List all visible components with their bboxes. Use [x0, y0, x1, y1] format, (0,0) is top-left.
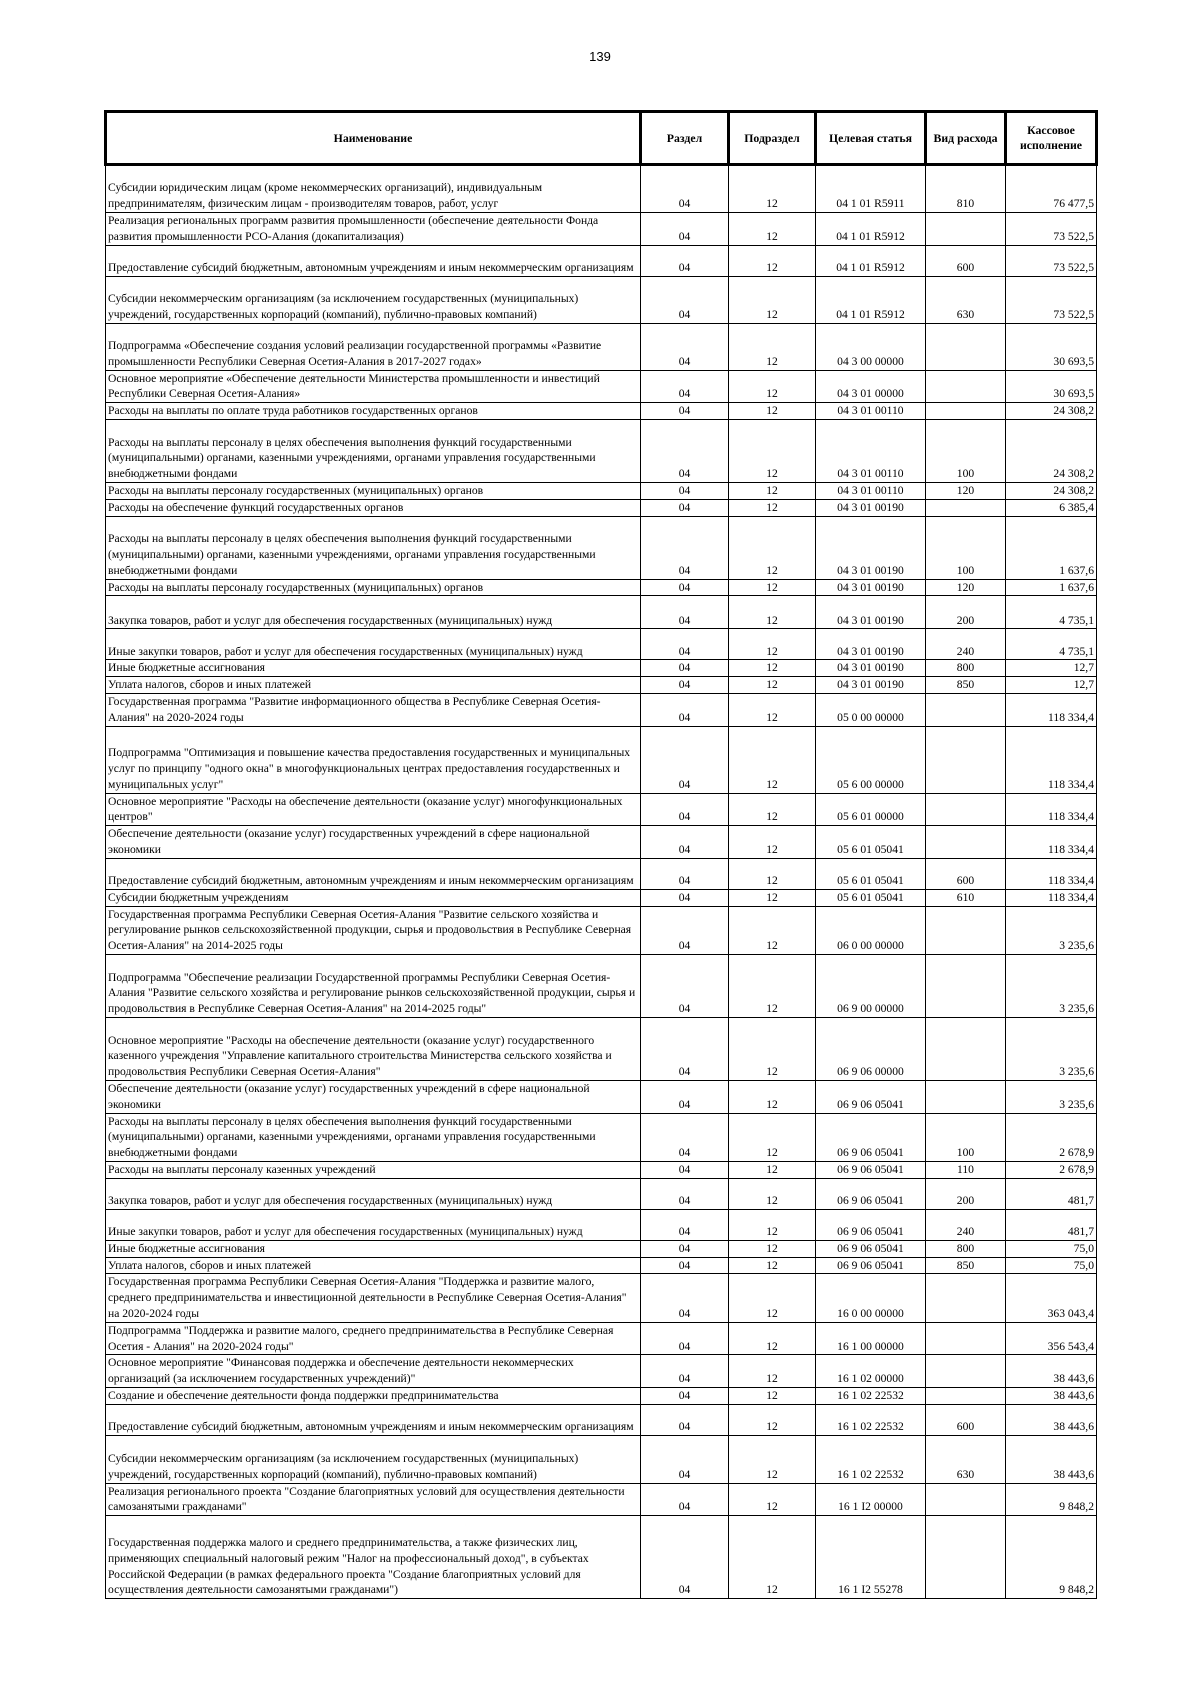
table-row	[106, 1178, 1097, 1209]
row-name: Подпрограмма «Обеспечение создания условий реализации государственной программы «Развитие промышленности Республики Северная Осетия-Алания в 2017-2027 годах»	[106, 323, 641, 370]
row-expense-kind	[926, 323, 1006, 370]
table-row	[106, 370, 1097, 403]
row-section: 04	[641, 403, 729, 420]
row-expense-kind: 850	[926, 677, 1006, 694]
table-row	[106, 419, 1097, 482]
row-expense-kind: 630	[926, 276, 1006, 323]
table-row	[106, 1017, 1097, 1080]
row-name: Обеспечение деятельности (оказание услуг) государственных учреждений в сфере национальной экономики	[106, 826, 641, 859]
row-target-article: 04 3 01 00190	[816, 516, 926, 579]
row-amount: 12,7	[1006, 660, 1097, 677]
row-target-article: 04 1 01 R5911	[816, 165, 926, 213]
row-amount: 3 235,6	[1006, 1080, 1097, 1113]
table-row	[106, 1435, 1097, 1483]
table-row	[106, 1516, 1097, 1599]
row-expense-kind	[926, 1274, 1006, 1322]
row-amount: 38 443,6	[1006, 1387, 1097, 1404]
table-row	[106, 403, 1097, 420]
row-expense-kind	[926, 499, 1006, 516]
table-row	[106, 1257, 1097, 1274]
header-cash-execution: Кассовое исполнение	[1006, 112, 1097, 165]
row-expense-kind: 630	[926, 1435, 1006, 1483]
row-section: 04	[641, 826, 729, 859]
row-subsection: 12	[729, 889, 816, 906]
table-row	[106, 889, 1097, 906]
row-name: Расходы на выплаты по оплате труда работников государственных органов	[106, 403, 641, 420]
row-name: Закупка товаров, работ и услуг для обеспечения государственных (муниципальных) нужд	[106, 1178, 641, 1209]
row-target-article: 04 3 01 00000	[816, 370, 926, 403]
row-expense-kind	[926, 826, 1006, 859]
row-expense-kind	[926, 1387, 1006, 1404]
table-row	[106, 660, 1097, 677]
row-amount: 118 334,4	[1006, 858, 1097, 889]
row-subsection: 12	[729, 858, 816, 889]
row-section: 04	[641, 906, 729, 954]
row-section: 04	[641, 276, 729, 323]
row-expense-kind	[926, 370, 1006, 403]
row-section: 04	[641, 1240, 729, 1257]
row-expense-kind: 100	[926, 516, 1006, 579]
row-section: 04	[641, 370, 729, 403]
row-target-article: 05 0 00 00000	[816, 693, 926, 726]
row-expense-kind	[926, 213, 1006, 246]
row-name: Уплата налогов, сборов и иных платежей	[106, 677, 641, 694]
row-expense-kind: 100	[926, 419, 1006, 482]
row-subsection: 12	[729, 1161, 816, 1178]
row-section: 04	[641, 889, 729, 906]
row-target-article: 05 6 01 00000	[816, 793, 926, 826]
row-name: Подпрограмма "Оптимизация и повышение качества предоставления государственных и муниципальных услуг по принципу "одного окна" в многофункциональных центрах предоставления государственных и муниципальных услуг"	[106, 726, 641, 793]
row-subsection: 12	[729, 245, 816, 276]
row-amount: 3 235,6	[1006, 1017, 1097, 1080]
row-subsection: 12	[729, 213, 816, 246]
row-name: Расходы на выплаты персоналу в целях обеспечения выполнения функций государственными (муниципальными) органами, казенными учреждениями, органами управления государственными внебюджетными фондами	[106, 419, 641, 482]
row-expense-kind: 240	[926, 629, 1006, 660]
table-row	[106, 579, 1097, 596]
row-expense-kind: 110	[926, 1161, 1006, 1178]
row-amount: 3 235,6	[1006, 906, 1097, 954]
row-expense-kind: 810	[926, 165, 1006, 213]
table-row	[106, 1161, 1097, 1178]
row-expense-kind	[926, 1483, 1006, 1516]
row-name: Государственная поддержка малого и среднего предпринимательства, а также физических лиц, применяющих специальный налоговый режим "Налог на профессиональный доход", в субъектах Российской Федерации (в рамках федерального проекта "Создание благоприятных условий для осуществления деятельности самозанятыми гражданами")	[106, 1516, 641, 1599]
table-header-row	[106, 112, 1097, 165]
row-subsection: 12	[729, 403, 816, 420]
table-row	[106, 276, 1097, 323]
row-subsection: 12	[729, 1404, 816, 1435]
row-name: Иные бюджетные ассигнования	[106, 1240, 641, 1257]
row-subsection: 12	[729, 1355, 816, 1388]
row-expense-kind	[926, 906, 1006, 954]
row-section: 04	[641, 693, 729, 726]
row-expense-kind: 800	[926, 1240, 1006, 1257]
table-row	[106, 245, 1097, 276]
row-subsection: 12	[729, 1113, 816, 1161]
row-expense-kind: 610	[926, 889, 1006, 906]
row-target-article: 06 9 06 05041	[816, 1161, 926, 1178]
row-name: Реализация регионального проекта "Создание благоприятных условий для осуществления деятельности самозанятыми гражданами"	[106, 1483, 641, 1516]
row-amount: 76 477,5	[1006, 165, 1097, 213]
row-name: Закупка товаров, работ и услуг для обеспечения государственных (муниципальных) нужд	[106, 596, 641, 629]
row-subsection: 12	[729, 693, 816, 726]
row-subsection: 12	[729, 165, 816, 213]
page-number: 139	[589, 49, 611, 64]
row-subsection: 12	[729, 482, 816, 499]
budget-table	[104, 110, 1098, 1599]
table-row	[106, 165, 1097, 213]
row-section: 04	[641, 1404, 729, 1435]
table-row	[106, 1274, 1097, 1322]
header-expense-kind: Вид расхода	[926, 112, 1006, 165]
row-target-article: 04 3 01 00110	[816, 419, 926, 482]
table-row	[106, 1322, 1097, 1355]
row-amount: 118 334,4	[1006, 693, 1097, 726]
row-name: Создание и обеспечение деятельности фонда поддержки предпринимательства	[106, 1387, 641, 1404]
row-name: Субсидии юридическим лицам (кроме некоммерческих организаций), индивидуальным предпринимателям, физическим лицам - производителям товаров, работ, услуг	[106, 165, 641, 213]
row-section: 04	[641, 1113, 729, 1161]
row-section: 04	[641, 323, 729, 370]
row-subsection: 12	[729, 1257, 816, 1274]
row-amount: 30 693,5	[1006, 370, 1097, 403]
row-name: Реализация региональных программ развития промышленности (обеспечение деятельности Фонда развития промышленности РСО-Алания (докапитализация)	[106, 213, 641, 246]
row-amount: 24 308,2	[1006, 403, 1097, 420]
row-name: Расходы на выплаты персоналу государственных (муниципальных) органов	[106, 482, 641, 499]
row-section: 04	[641, 596, 729, 629]
row-subsection: 12	[729, 1080, 816, 1113]
row-target-article: 16 1 02 22532	[816, 1387, 926, 1404]
row-name: Государственная программа "Развитие информационного общества в Республике Северная Осетия-Алания" на 2020-2024 годы	[106, 693, 641, 726]
row-name: Подпрограмма "Поддержка и развитие малого, среднего предпринимательства в Республике Северная Осетия - Алания" на 2020-2024 годы"	[106, 1322, 641, 1355]
row-amount: 6 385,4	[1006, 499, 1097, 516]
row-name: Субсидии некоммерческим организациям (за исключением государственных (муниципальных) учреждений, государственных корпораций (компаний), публично-правовых компаний)	[106, 276, 641, 323]
table-row	[106, 213, 1097, 246]
row-name: Подпрограмма "Обеспечение реализации Государственной программы Республики Северная Осетия-Алания "Развитие сельского хозяйства и регулирование рынков сельскохозяйственной продукции, сырья и продовольствия в Республике Северная Осетия-Алания" на 2014-2025 годы"	[106, 954, 641, 1017]
row-section: 04	[641, 482, 729, 499]
row-subsection: 12	[729, 1017, 816, 1080]
row-amount: 118 334,4	[1006, 793, 1097, 826]
row-target-article: 05 6 00 00000	[816, 726, 926, 793]
table-row	[106, 1387, 1097, 1404]
row-target-article: 04 1 01 R5912	[816, 276, 926, 323]
row-subsection: 12	[729, 596, 816, 629]
table-row	[106, 516, 1097, 579]
row-section: 04	[641, 1209, 729, 1240]
row-section: 04	[641, 1080, 729, 1113]
table-row	[106, 499, 1097, 516]
row-target-article: 04 3 00 00000	[816, 323, 926, 370]
row-subsection: 12	[729, 629, 816, 660]
row-name: Иные закупки товаров, работ и услуг для обеспечения государственных (муниципальных) нужд	[106, 629, 641, 660]
row-section: 04	[641, 579, 729, 596]
row-name: Субсидии некоммерческим организациям (за исключением государственных (муниципальных) учреждений, государственных корпораций (компаний), публично-правовых компаний)	[106, 1435, 641, 1483]
row-subsection: 12	[729, 516, 816, 579]
row-amount: 1 637,6	[1006, 516, 1097, 579]
header-section: Раздел	[641, 112, 729, 165]
row-section: 04	[641, 1274, 729, 1322]
row-name: Предоставление субсидий бюджетным, автономным учреждениям и иным некоммерческим организациям	[106, 858, 641, 889]
row-target-article: 04 3 01 00110	[816, 403, 926, 420]
row-target-article: 06 9 06 05041	[816, 1240, 926, 1257]
row-name: Иные бюджетные ассигнования	[106, 660, 641, 677]
header-name: Наименование	[106, 112, 641, 165]
row-target-article: 06 9 00 00000	[816, 954, 926, 1017]
row-expense-kind: 200	[926, 596, 1006, 629]
row-section: 04	[641, 660, 729, 677]
table-row	[106, 693, 1097, 726]
table-row	[106, 826, 1097, 859]
row-expense-kind: 800	[926, 660, 1006, 677]
row-target-article: 04 3 01 00110	[816, 482, 926, 499]
row-subsection: 12	[729, 1240, 816, 1257]
table-row	[106, 906, 1097, 954]
row-expense-kind: 200	[926, 1178, 1006, 1209]
row-amount: 363 043,4	[1006, 1274, 1097, 1322]
row-target-article: 04 3 01 00190	[816, 629, 926, 660]
row-section: 04	[641, 1483, 729, 1516]
row-expense-kind: 600	[926, 858, 1006, 889]
row-amount: 2 678,9	[1006, 1161, 1097, 1178]
table-row	[106, 1483, 1097, 1516]
row-subsection: 12	[729, 1178, 816, 1209]
row-section: 04	[641, 245, 729, 276]
table-row	[106, 629, 1097, 660]
row-target-article: 04 3 01 00190	[816, 579, 926, 596]
row-name: Расходы на выплаты персоналу в целях обеспечения выполнения функций государственными (муниципальными) органами, казенными учреждениями, органами управления государственными внебюджетными фондами	[106, 516, 641, 579]
row-amount: 118 334,4	[1006, 826, 1097, 859]
row-amount: 24 308,2	[1006, 482, 1097, 499]
row-section: 04	[641, 726, 729, 793]
table-row	[106, 793, 1097, 826]
row-subsection: 12	[729, 1516, 816, 1599]
table-row	[106, 1240, 1097, 1257]
row-amount: 38 443,6	[1006, 1435, 1097, 1483]
row-target-article: 05 6 01 05041	[816, 826, 926, 859]
row-section: 04	[641, 1161, 729, 1178]
row-subsection: 12	[729, 793, 816, 826]
row-amount: 481,7	[1006, 1178, 1097, 1209]
table-row	[106, 1113, 1097, 1161]
row-expense-kind: 600	[926, 245, 1006, 276]
table-row	[106, 482, 1097, 499]
row-subsection: 12	[729, 826, 816, 859]
row-name: Основное мероприятие «Обеспечение деятельности Министерства промышленности и инвестиций Республики Северная Осетия-Алания»	[106, 370, 641, 403]
row-target-article: 06 9 06 05041	[816, 1178, 926, 1209]
row-section: 04	[641, 1516, 729, 1599]
table-row	[106, 726, 1097, 793]
row-expense-kind	[926, 1017, 1006, 1080]
row-name: Основное мероприятие "Расходы на обеспечение деятельности (оказание услуг) государственного казенного учреждения "Управление капитального строительства Министерства сельского хозяйства и продовольствия Республики Северная Осетия-Алания"	[106, 1017, 641, 1080]
row-section: 04	[641, 165, 729, 213]
row-section: 04	[641, 1322, 729, 1355]
row-amount: 75,0	[1006, 1257, 1097, 1274]
row-name: Государственная программа Республики Северная Осетия-Алания "Развитие сельского хозяйства и регулирование рынков сельскохозяйственной продукции, сырья и продовольствия в Республике Северная Осетия-Алания" на 2014-2025 годы	[106, 906, 641, 954]
table-row	[106, 677, 1097, 694]
row-expense-kind	[926, 954, 1006, 1017]
row-amount: 9 848,2	[1006, 1516, 1097, 1599]
row-subsection: 12	[729, 419, 816, 482]
row-amount: 38 443,6	[1006, 1355, 1097, 1388]
row-expense-kind: 240	[926, 1209, 1006, 1240]
row-target-article: 04 1 01 R5912	[816, 245, 926, 276]
row-amount: 118 334,4	[1006, 726, 1097, 793]
row-section: 04	[641, 516, 729, 579]
row-amount: 9 848,2	[1006, 1483, 1097, 1516]
row-expense-kind	[926, 1355, 1006, 1388]
row-name: Государственная программа Республики Северная Осетия-Алания "Поддержка и развитие малого, среднего предпринимательства и инвестиционной деятельности в Республике Северная Осетия-Алания" на 2020-2024 годы	[106, 1274, 641, 1322]
table-row	[106, 596, 1097, 629]
row-amount: 118 334,4	[1006, 889, 1097, 906]
row-subsection: 12	[729, 1483, 816, 1516]
row-target-article: 06 0 00 00000	[816, 906, 926, 954]
row-subsection: 12	[729, 370, 816, 403]
row-name: Основное мероприятие "Финансовая поддержка и обеспечение деятельности некоммерческих организаций (за исключением государственных учреждений)"	[106, 1355, 641, 1388]
row-section: 04	[641, 1017, 729, 1080]
row-target-article: 06 9 06 05041	[816, 1113, 926, 1161]
row-expense-kind	[926, 693, 1006, 726]
row-amount: 3 235,6	[1006, 954, 1097, 1017]
row-target-article: 16 0 00 00000	[816, 1274, 926, 1322]
row-subsection: 12	[729, 1274, 816, 1322]
row-section: 04	[641, 1435, 729, 1483]
row-amount: 4 735,1	[1006, 629, 1097, 660]
row-target-article: 04 1 01 R5912	[816, 213, 926, 246]
table-row	[106, 858, 1097, 889]
row-section: 04	[641, 954, 729, 1017]
row-target-article: 04 3 01 00190	[816, 677, 926, 694]
row-target-article: 16 1 I2 00000	[816, 1483, 926, 1516]
row-target-article: 16 1 00 00000	[816, 1322, 926, 1355]
row-subsection: 12	[729, 276, 816, 323]
row-expense-kind: 100	[926, 1113, 1006, 1161]
row-expense-kind: 600	[926, 1404, 1006, 1435]
header-subsection: Подраздел	[729, 112, 816, 165]
row-amount: 30 693,5	[1006, 323, 1097, 370]
row-subsection: 12	[729, 499, 816, 516]
row-target-article: 16 1 02 00000	[816, 1355, 926, 1388]
row-name: Расходы на выплаты персоналу государственных (муниципальных) органов	[106, 579, 641, 596]
row-name: Расходы на обеспечение функций государственных органов	[106, 499, 641, 516]
row-target-article: 05 6 01 05041	[816, 858, 926, 889]
row-target-article: 16 1 02 22532	[816, 1435, 926, 1483]
row-section: 04	[641, 1355, 729, 1388]
row-section: 04	[641, 1178, 729, 1209]
row-expense-kind	[926, 1516, 1006, 1599]
row-name: Расходы на выплаты персоналу в целях обеспечения выполнения функций государственными (муниципальными) органами, казенными учреждениями, органами управления государственными внебюджетными фондами	[106, 1113, 641, 1161]
row-expense-kind	[926, 1080, 1006, 1113]
row-subsection: 12	[729, 579, 816, 596]
row-name: Обеспечение деятельности (оказание услуг) государственных учреждений в сфере национальной экономики	[106, 1080, 641, 1113]
row-section: 04	[641, 677, 729, 694]
row-target-article: 04 3 01 00190	[816, 499, 926, 516]
table-row	[106, 323, 1097, 370]
row-target-article: 06 9 06 05041	[816, 1080, 926, 1113]
row-name: Иные закупки товаров, работ и услуг для обеспечения государственных (муниципальных) нужд	[106, 1209, 641, 1240]
row-target-article: 05 6 01 05041	[816, 889, 926, 906]
row-target-article: 06 9 06 05041	[816, 1257, 926, 1274]
row-section: 04	[641, 1257, 729, 1274]
row-target-article: 06 9 06 00000	[816, 1017, 926, 1080]
row-expense-kind	[926, 403, 1006, 420]
header-target-article: Целевая статья	[816, 112, 926, 165]
row-subsection: 12	[729, 1435, 816, 1483]
row-subsection: 12	[729, 660, 816, 677]
row-subsection: 12	[729, 954, 816, 1017]
row-name: Предоставление субсидий бюджетным, автономным учреждениям и иным некоммерческим организациям	[106, 245, 641, 276]
row-expense-kind	[926, 1322, 1006, 1355]
table-row	[106, 1404, 1097, 1435]
row-amount: 38 443,6	[1006, 1404, 1097, 1435]
row-subsection: 12	[729, 677, 816, 694]
row-target-article: 04 3 01 00190	[816, 596, 926, 629]
row-expense-kind	[926, 726, 1006, 793]
row-expense-kind	[926, 793, 1006, 826]
row-amount: 73 522,5	[1006, 213, 1097, 246]
row-amount: 1 637,6	[1006, 579, 1097, 596]
row-target-article: 16 1 I2 55278	[816, 1516, 926, 1599]
row-section: 04	[641, 1387, 729, 1404]
row-subsection: 12	[729, 323, 816, 370]
row-expense-kind: 120	[926, 579, 1006, 596]
row-name: Расходы на выплаты персоналу казенных учреждений	[106, 1161, 641, 1178]
row-subsection: 12	[729, 906, 816, 954]
table-row	[106, 1080, 1097, 1113]
table-row	[106, 1209, 1097, 1240]
row-section: 04	[641, 629, 729, 660]
row-subsection: 12	[729, 1387, 816, 1404]
row-name: Предоставление субсидий бюджетным, автономным учреждениям и иным некоммерческим организациям	[106, 1404, 641, 1435]
table-row	[106, 1355, 1097, 1388]
row-target-article: 04 3 01 00190	[816, 660, 926, 677]
row-name: Субсидии бюджетным учреждениям	[106, 889, 641, 906]
row-subsection: 12	[729, 1322, 816, 1355]
row-amount: 4 735,1	[1006, 596, 1097, 629]
row-section: 04	[641, 213, 729, 246]
row-amount: 356 543,4	[1006, 1322, 1097, 1355]
row-subsection: 12	[729, 1209, 816, 1240]
row-amount: 73 522,5	[1006, 245, 1097, 276]
row-amount: 2 678,9	[1006, 1113, 1097, 1161]
row-target-article: 06 9 06 05041	[816, 1209, 926, 1240]
row-amount: 24 308,2	[1006, 419, 1097, 482]
row-section: 04	[641, 793, 729, 826]
row-name: Уплата налогов, сборов и иных платежей	[106, 1257, 641, 1274]
row-section: 04	[641, 499, 729, 516]
row-expense-kind: 120	[926, 482, 1006, 499]
row-expense-kind: 850	[926, 1257, 1006, 1274]
row-amount: 12,7	[1006, 677, 1097, 694]
table-row	[106, 954, 1097, 1017]
row-amount: 481,7	[1006, 1209, 1097, 1240]
row-section: 04	[641, 858, 729, 889]
row-section: 04	[641, 419, 729, 482]
row-subsection: 12	[729, 726, 816, 793]
row-target-article: 16 1 02 22532	[816, 1404, 926, 1435]
row-amount: 75,0	[1006, 1240, 1097, 1257]
row-amount: 73 522,5	[1006, 276, 1097, 323]
row-name: Основное мероприятие "Расходы на обеспечение деятельности (оказание услуг) многофункциональных центров"	[106, 793, 641, 826]
